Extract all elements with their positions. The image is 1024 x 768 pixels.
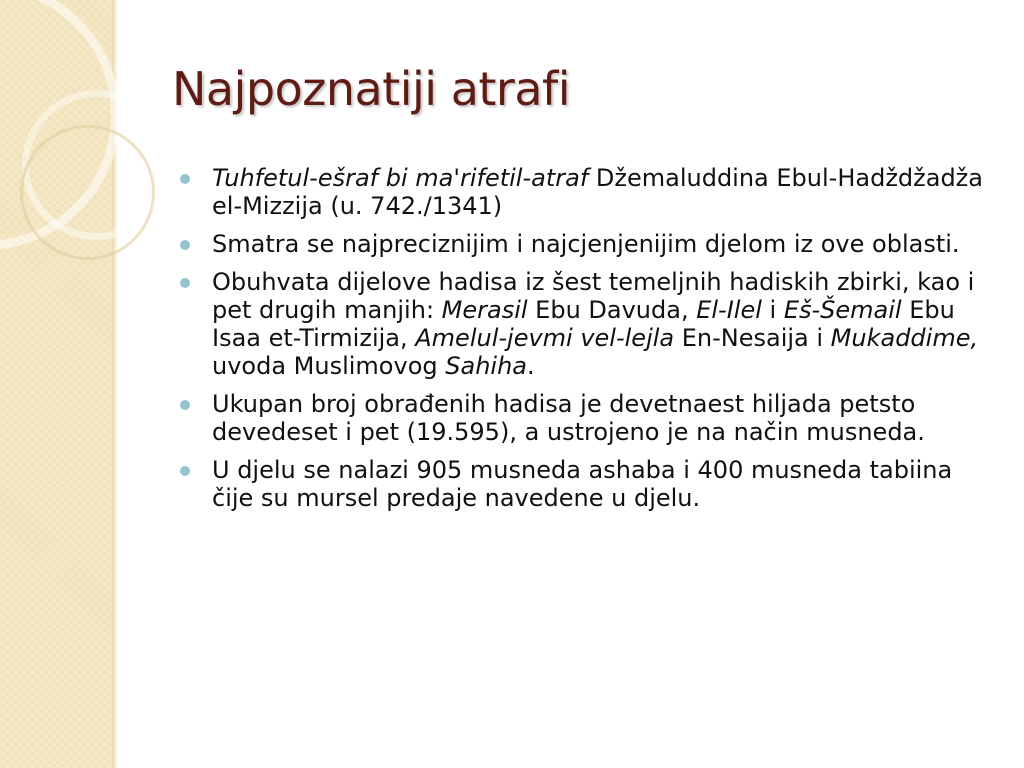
text-segment: Obuhvata dijelove hadisa iz šest temeljnih hadiskih zbirki, kao i pet drugih manjih: [212, 268, 975, 324]
text-segment: En-Nesaija i [674, 324, 831, 352]
italic-text-segment: Sahiha [445, 352, 527, 380]
italic-text-segment: Merasil [441, 296, 528, 324]
bullet-dot-icon [180, 278, 190, 288]
text-segment: Ebu Isaa et-Tirmizija, [212, 296, 955, 352]
text-segment: uvoda Muslimovog [212, 352, 446, 380]
bullet-item [180, 456, 992, 512]
bullet-list [180, 164, 992, 522]
bullet-item [180, 230, 992, 258]
text-segment: . [527, 352, 535, 380]
bullet-dot-icon [180, 240, 190, 250]
decorative-ring-small [20, 125, 155, 260]
slide-title: Najpoznatiji atrafi [172, 62, 571, 116]
text-segment: Ukupan broj obrađenih hadisa je devetnaest hiljada petsto devedeset i pet (19.595), a ustrojeno je na način musneda. [212, 390, 925, 446]
bullet-dot-icon [180, 174, 190, 184]
italic-text-segment: Tuhfetul-ešraf bi ma'rifetil-atraf [212, 164, 589, 192]
bullet-dot-icon [180, 466, 190, 476]
bullet-item [180, 164, 992, 220]
text-segment: U djelu se nalazi 905 musneda ashaba i 400 musneda tabiina čije su mursel predaje navedene u djelu. [212, 456, 953, 512]
text-segment: i [761, 296, 784, 324]
italic-text-segment: El-Ilel [696, 296, 762, 324]
italic-text-segment: Eš-Šemail [783, 296, 902, 324]
bullet-dot-icon [180, 400, 190, 410]
text-segment: Ebu Davuda, [527, 296, 697, 324]
italic-text-segment: Mukaddime, [830, 324, 979, 352]
text-segment: Džemaluddina Ebul-Hadždžadža el-Mizzija (u. 742./1341) [212, 164, 983, 220]
bullet-item [180, 390, 992, 446]
text-segment: Smatra se najpreciznijim i najcjenjenijim djelom iz ove oblasti. [212, 230, 960, 258]
italic-text-segment: Amelul-jevmi vel-lejla [415, 324, 675, 352]
bullet-item [180, 268, 992, 380]
